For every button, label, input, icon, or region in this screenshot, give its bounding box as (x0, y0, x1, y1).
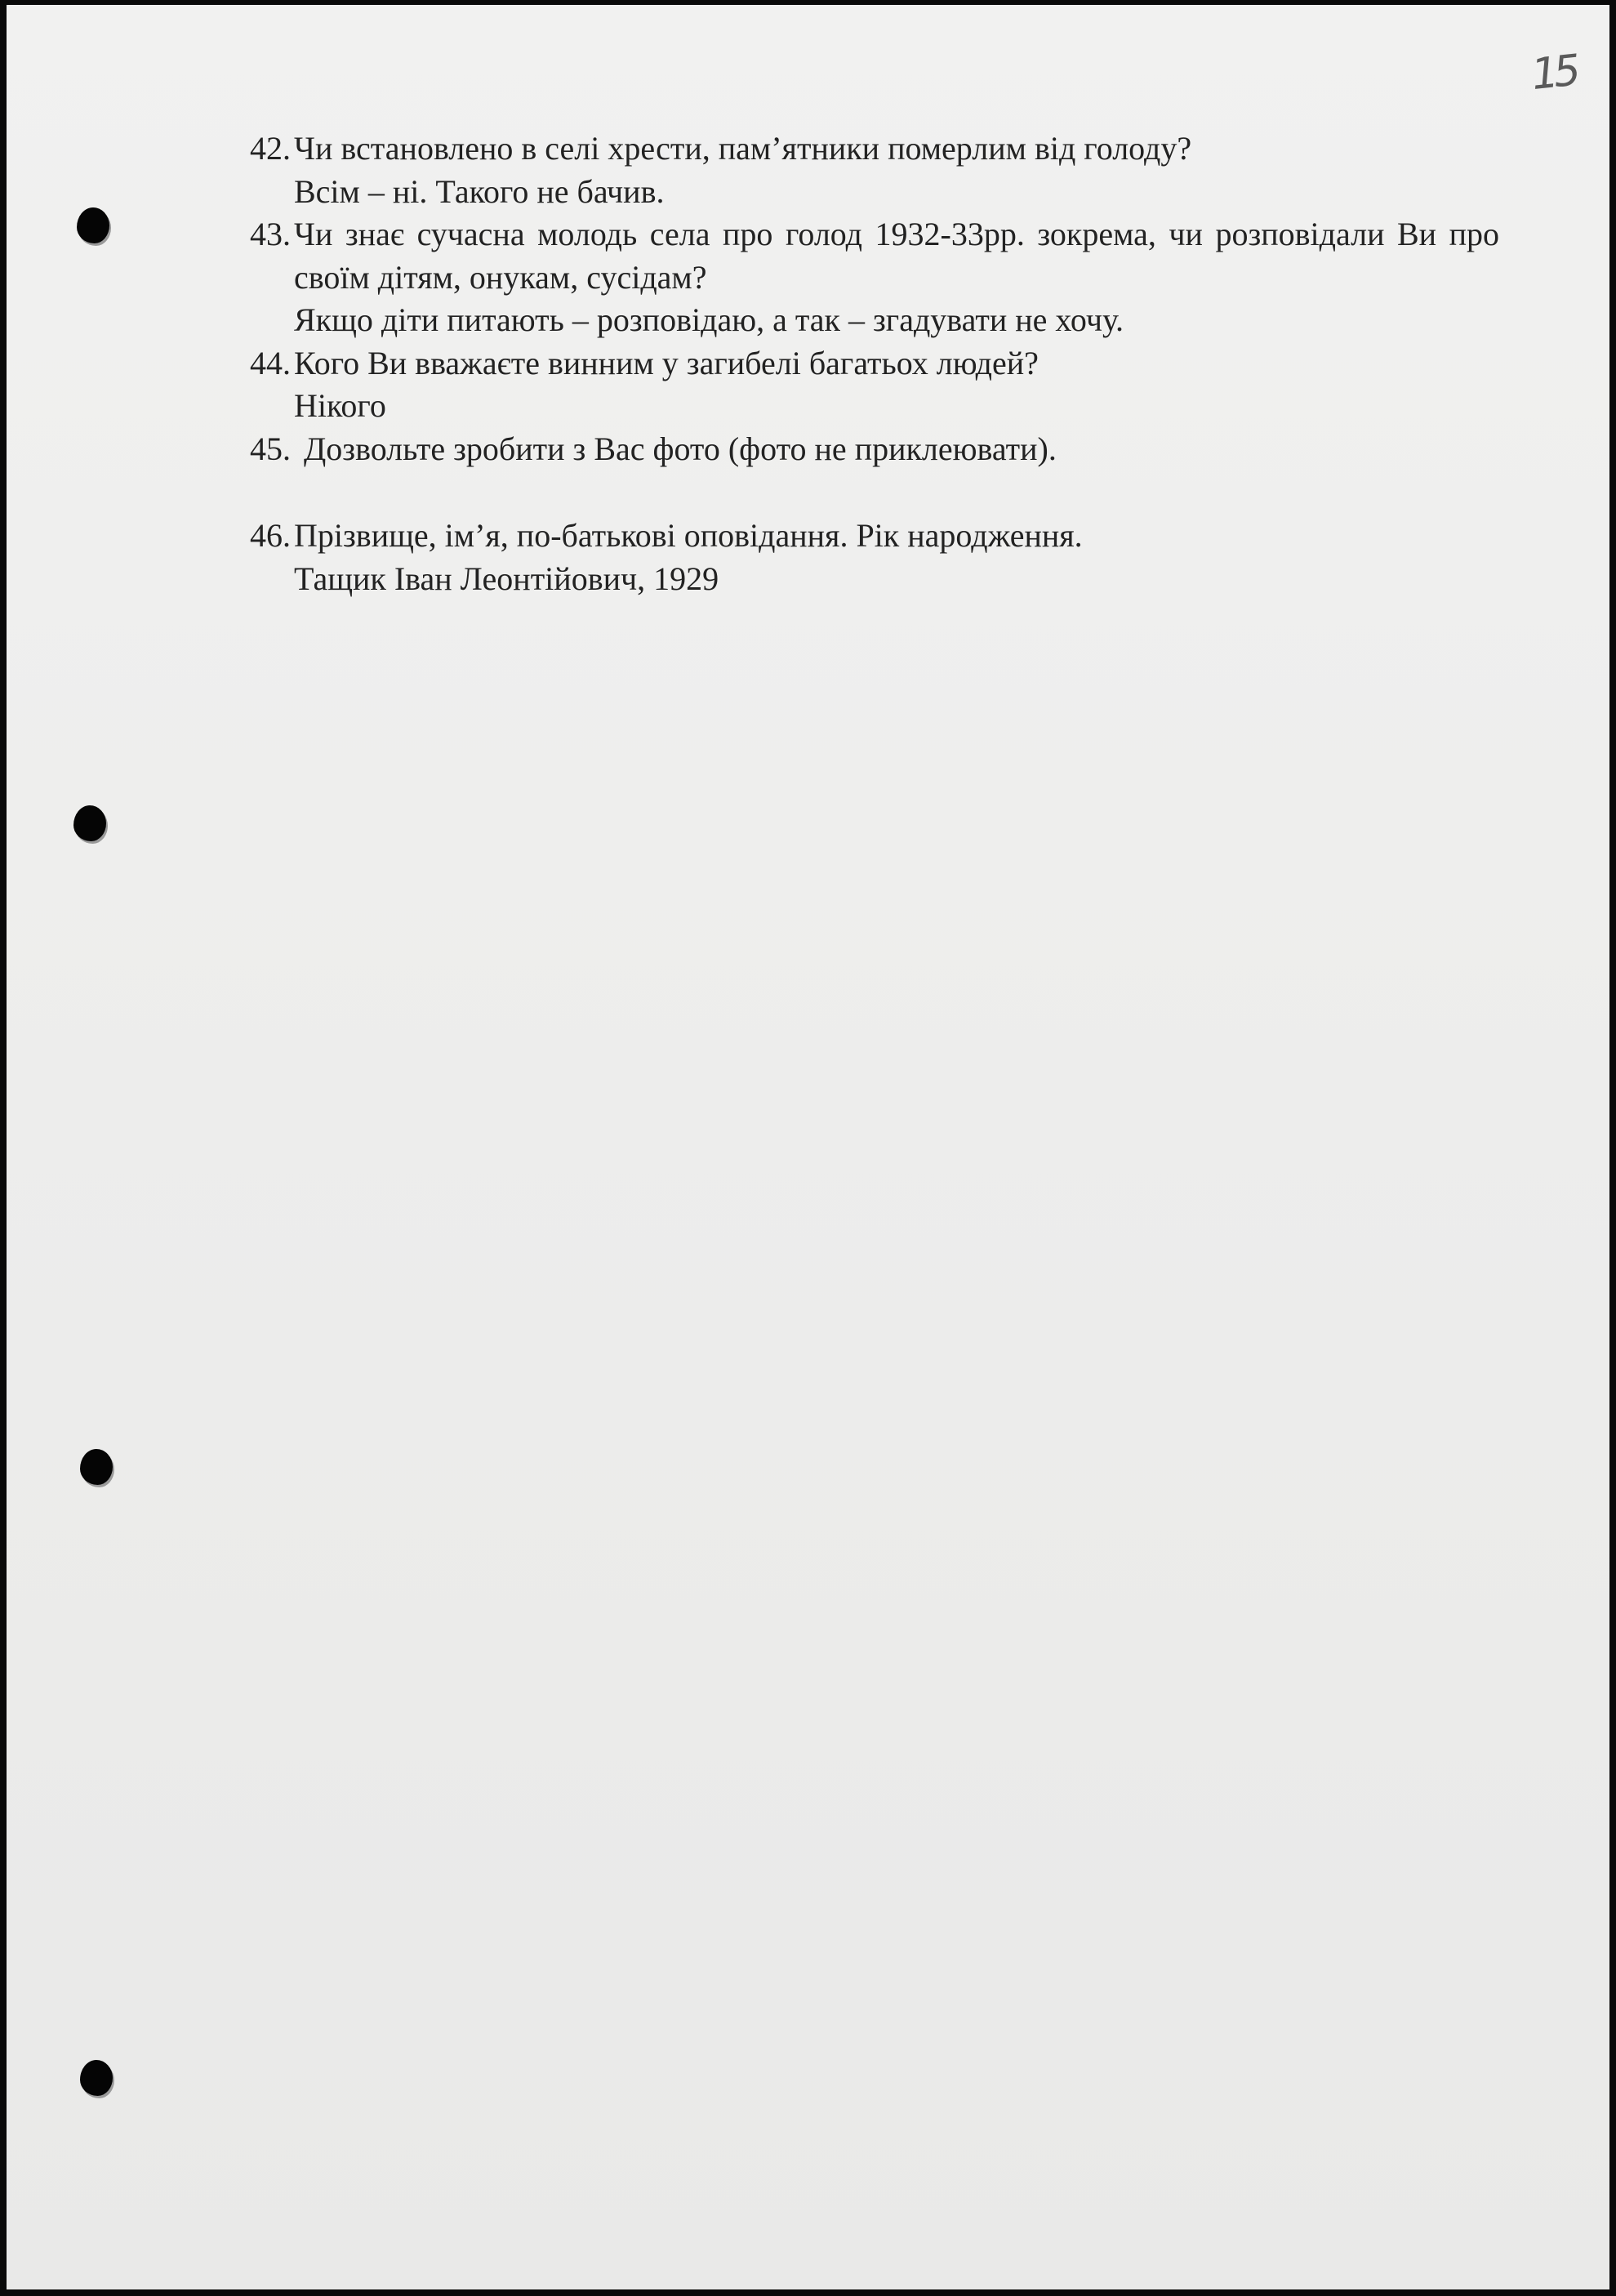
punch-hole-3 (80, 1449, 113, 1485)
punch-hole-4 (80, 2060, 113, 2096)
question-text: Кого Ви вважаєте винним у загибелі багатьох людей? (294, 344, 1039, 381)
punch-hole-2 (73, 805, 106, 841)
answer-44: Нікого (294, 387, 386, 424)
question-text: Чи встановлено в селі хрести, пам’ятники померлим від голоду? (294, 130, 1192, 167)
question-number: 42. (250, 130, 291, 167)
question-44 (250, 342, 1499, 386)
questionnaire-text (250, 127, 1499, 600)
question-text: Чи знає сучасна молодь села про голод 1932-33рр. зокрема, чи розповідали Ви про своїм дітям, онукам, сусідам? (294, 216, 1499, 296)
question-number: 45. (250, 430, 291, 467)
question-45 (250, 428, 1499, 471)
spacer (250, 470, 1499, 515)
question-text: Прізвище, ім’я, по-батькові оповідання. Рік народження. (294, 517, 1083, 554)
answer-46: Тащик Іван Леонтійович, 1929 (294, 560, 719, 597)
question-number: 46. (250, 517, 291, 554)
question-42 (250, 127, 1499, 171)
question-number: 43. (250, 216, 291, 252)
question-43 (250, 213, 1499, 299)
question-46 (250, 515, 1499, 558)
question-text: Дозвольте зробити з Вас фото (фото не приклеювати). (304, 430, 1057, 467)
page-number: 15 (1529, 46, 1578, 100)
answer-43: Якщо діти питають – розповідаю, а так – згадувати не хочу. (294, 301, 1124, 338)
punch-hole-1 (77, 207, 109, 243)
answer-42: Всім – ні. Такого не бачив. (294, 172, 665, 210)
question-number: 44. (250, 344, 291, 381)
